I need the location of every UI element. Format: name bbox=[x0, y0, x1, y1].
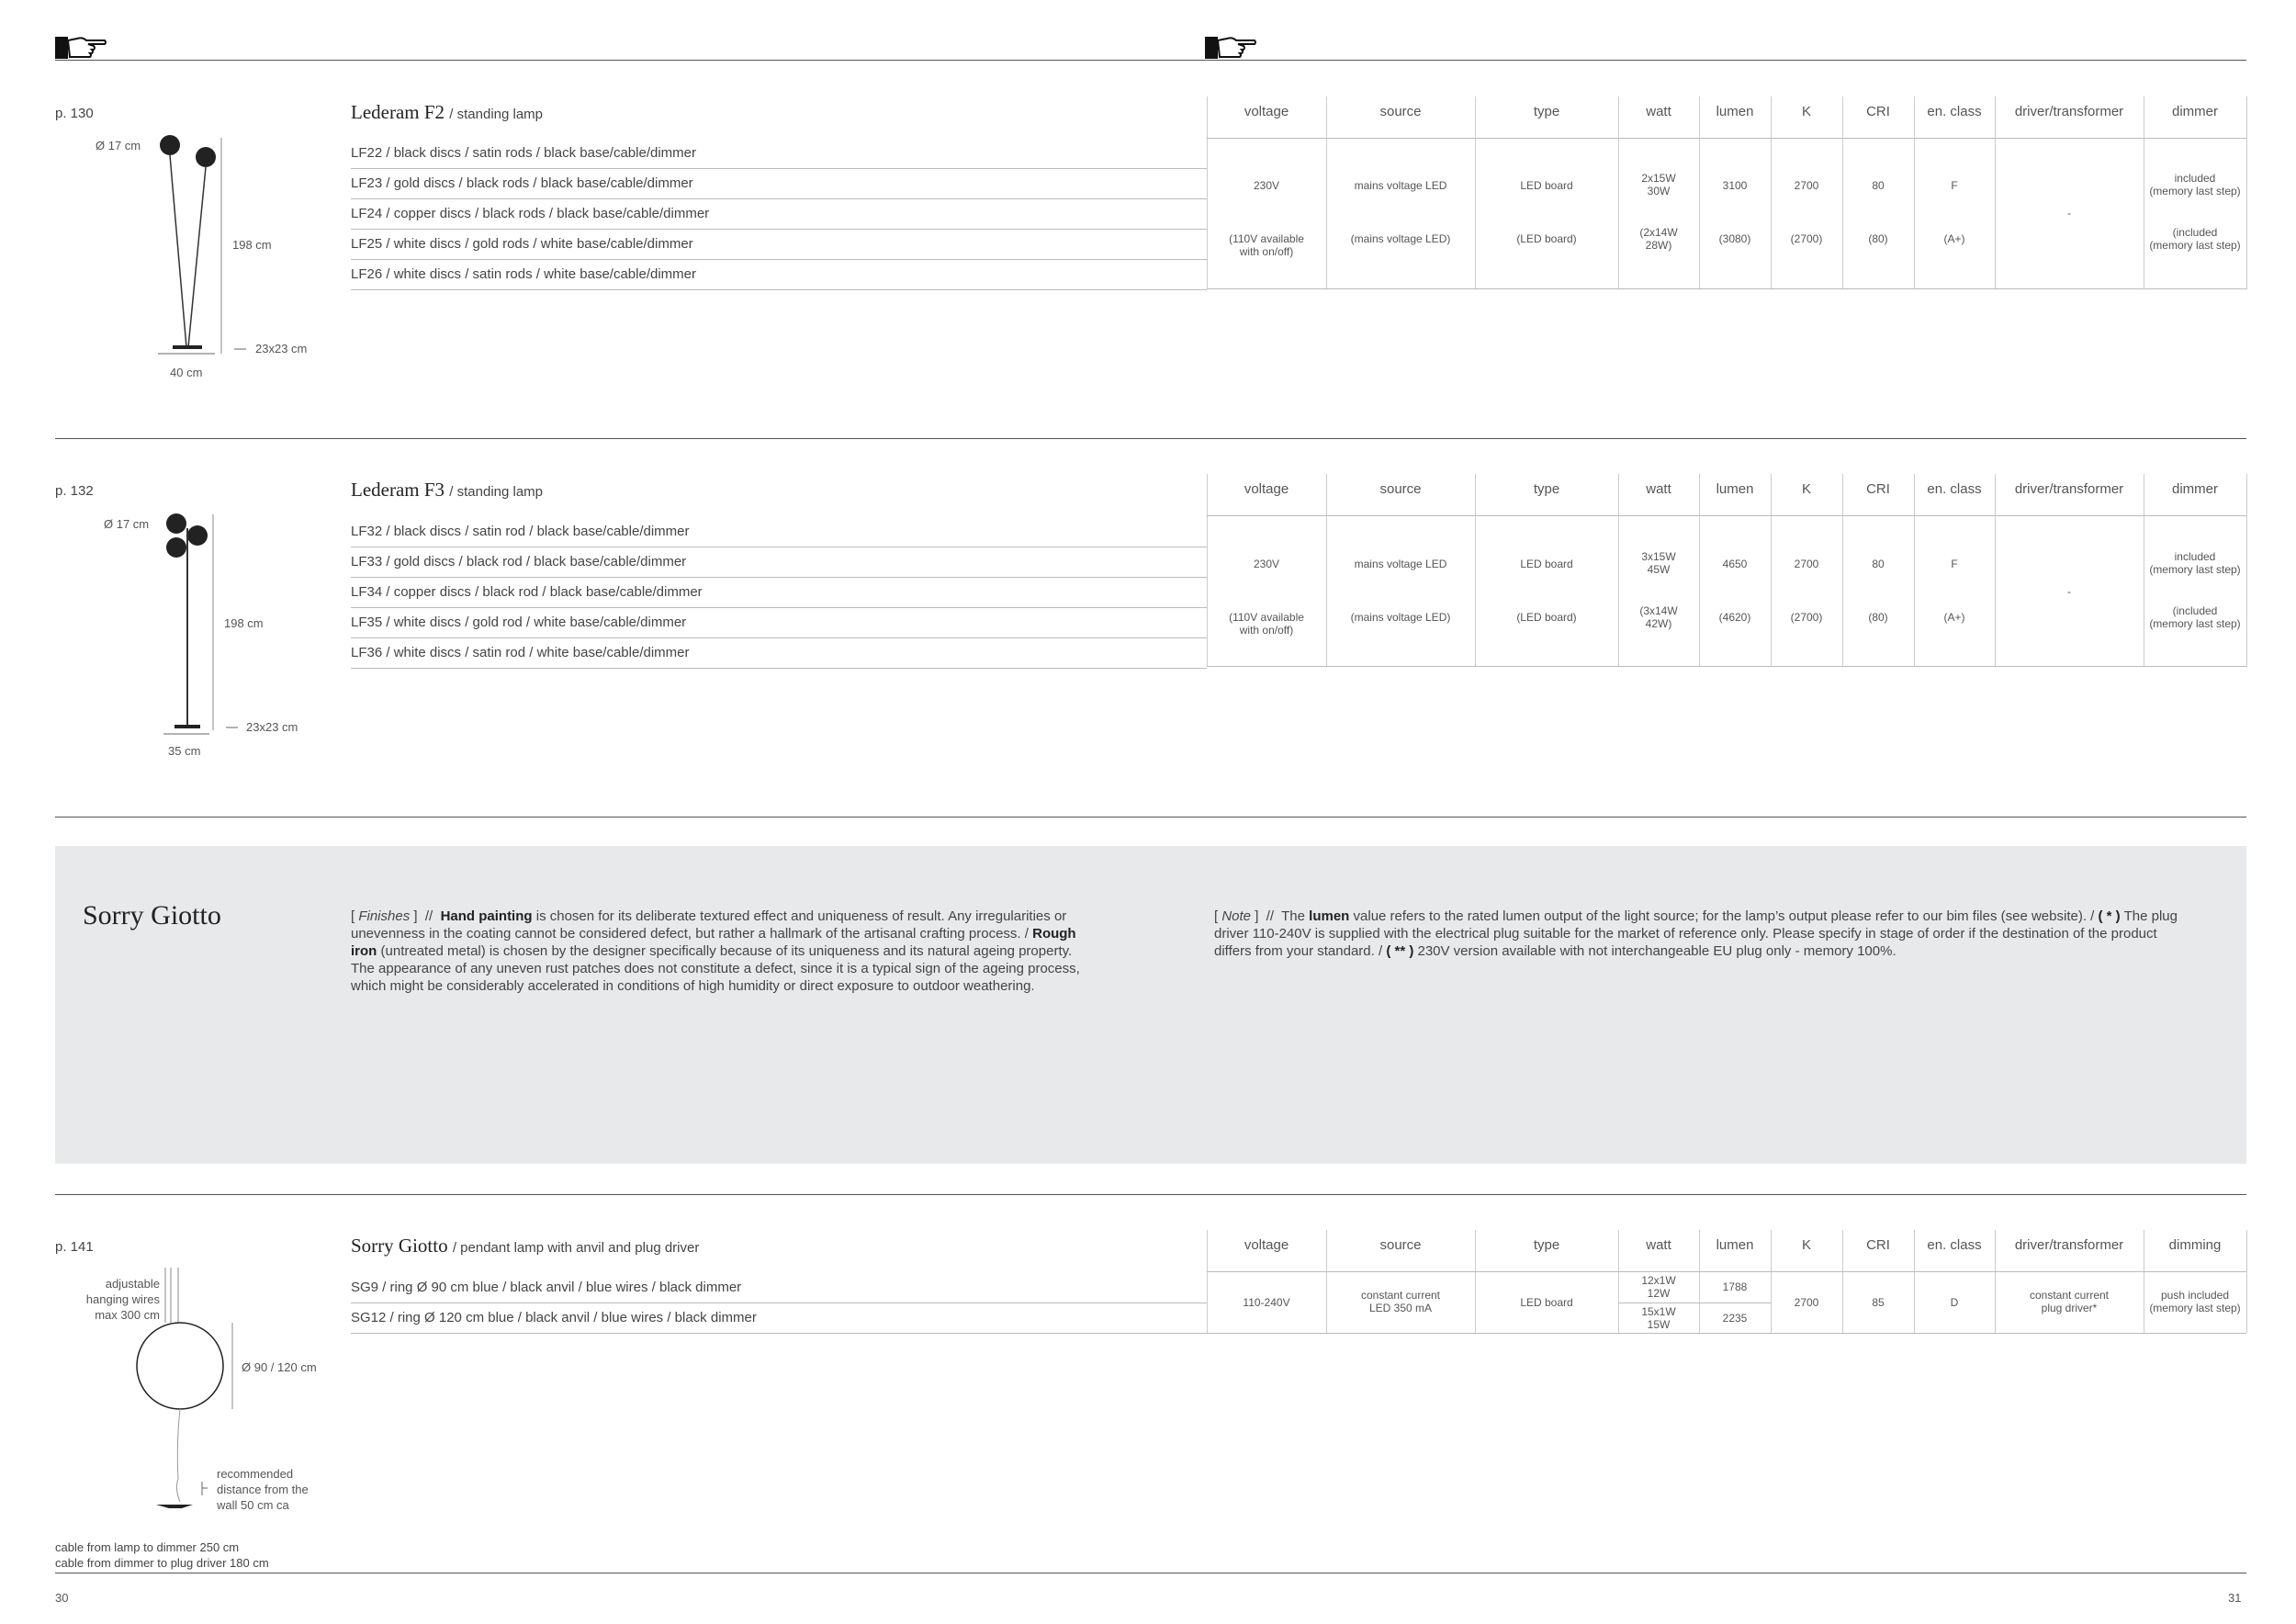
cell: (A+) bbox=[1943, 611, 1965, 624]
section-divider bbox=[55, 438, 2246, 439]
cell: (mains voltage LED) bbox=[1350, 611, 1451, 624]
cell: 15x1W 15W bbox=[1641, 1305, 1676, 1331]
product-title: Lederam F2 / standing lamp bbox=[351, 101, 544, 123]
notes-panel bbox=[55, 846, 2246, 1164]
cell: 80 bbox=[1872, 179, 1885, 192]
cell: (80) bbox=[1868, 232, 1888, 245]
cell: (3x14W 42W) bbox=[1639, 604, 1678, 630]
page-number-right: 31 bbox=[2228, 1591, 2242, 1605]
cell: 85 bbox=[1872, 1296, 1885, 1309]
pointing-hand-icon bbox=[1205, 33, 1256, 61]
lamp-ring bbox=[137, 1323, 223, 1409]
cell: (80) bbox=[1868, 611, 1888, 624]
cell: (110V available with on/off) bbox=[1229, 232, 1304, 258]
variant-row: LF23 / gold discs / black rods / black base/cable/dimmer bbox=[351, 169, 1207, 199]
product-title: Sorry Giotto / pendant lamp with anvil and plug driver bbox=[351, 1235, 700, 1257]
column-header: dimming bbox=[2168, 1237, 2222, 1253]
column-header: lumen bbox=[1716, 1237, 1754, 1253]
cell: 2x15W 30W bbox=[1641, 172, 1676, 197]
variant-row: SG9 / ring Ø 90 cm blue / black anvil / blue wires / black dimmer bbox=[351, 1273, 1207, 1303]
base-label: 23x23 cm bbox=[255, 342, 308, 355]
cell: (2700) bbox=[1790, 611, 1823, 624]
column-header: source bbox=[1379, 1237, 1422, 1253]
cell: constant current plug driver* bbox=[2029, 1289, 2110, 1314]
cable-caption: cable from lamp to dimmer 250 cm bbox=[55, 1540, 240, 1554]
cable-caption: cable from dimmer to plug driver 180 cm bbox=[55, 1556, 269, 1570]
page-reference: p. 130 bbox=[55, 106, 94, 121]
cell: F bbox=[1951, 179, 1958, 192]
wall-distance-label: recommended bbox=[217, 1467, 294, 1481]
width-label: 35 cm bbox=[168, 744, 201, 758]
product-title: Lederam F3 / standing lamp bbox=[351, 479, 544, 501]
height-label: 198 cm bbox=[224, 616, 264, 630]
diameter-label: Ø 17 cm bbox=[104, 517, 150, 531]
cell: 2700 bbox=[1794, 1296, 1819, 1309]
column-header: en. class bbox=[1927, 1237, 1982, 1253]
cell: 1788 bbox=[1722, 1280, 1748, 1293]
wires-label: hanging wires bbox=[85, 1292, 160, 1306]
cell: (included (memory last step) bbox=[2149, 226, 2241, 252]
finishes-note: [ Finishes ] // Hand painting is chosen for its deliberate textured effect and uniqueness of result. Any irregularities or unevenness in the coating cannot be considered defect, but rather a hallmark of the artisanal crafting process. / Rough iron (untreated metal) is chosen by the designer specifically because of its uniqueness and its natural ageing property. The appearance of any uneven rust patches does not constitute a defect, since it is a typical sign of the ageing process, which might be considerably accelerated in conditions of high humidity or direct exposure to outdoor weathering. bbox=[351, 908, 1080, 994]
section-divider bbox=[55, 1194, 2246, 1195]
cell: - bbox=[2067, 585, 2071, 598]
cell: mains voltage LED bbox=[1354, 558, 1447, 570]
lamp-disc bbox=[160, 135, 180, 155]
variant-row: LF35 / white discs / gold rod / white base/cable/dimmer bbox=[351, 608, 1207, 638]
cell: 110-240V bbox=[1243, 1296, 1290, 1309]
wires-label: adjustable bbox=[105, 1277, 160, 1291]
cell: (110V available with on/off) bbox=[1229, 611, 1304, 637]
diameter-label: Ø 17 cm bbox=[96, 139, 141, 152]
column-header: watt bbox=[1646, 1237, 1671, 1253]
column-header: source bbox=[1379, 104, 1422, 119]
lamp-disc bbox=[166, 513, 186, 534]
lumen-note: [ Note ] // The lumen value refers to the rated lumen output of the light source; for the lamp’s output please refer to our bim files (see website). / ( * ) The plug driver 110-240V is supplied with the electrical plug suitable for the market of reference only. Please specify in stage of order if the destination of the product differs from your standard. / ( ** ) 230V version available with not interchangeable EU plug only - memory 100%. bbox=[1214, 908, 2178, 959]
cell: F bbox=[1951, 558, 1958, 570]
cell: 230V bbox=[1253, 558, 1280, 570]
column-header: watt bbox=[1646, 481, 1671, 497]
column-header: driver/transformer bbox=[2014, 481, 2124, 497]
column-header: type bbox=[1533, 104, 1560, 119]
wall-distance-label: distance from the bbox=[217, 1483, 309, 1496]
cell: 2700 bbox=[1794, 558, 1819, 570]
column-header: driver/transformer bbox=[2014, 1237, 2124, 1253]
cell: (2700) bbox=[1790, 232, 1823, 245]
column-header: type bbox=[1533, 481, 1560, 497]
cell: (included (memory last step) bbox=[2149, 604, 2241, 630]
cell: 4650 bbox=[1722, 558, 1748, 570]
column-header: K bbox=[1801, 104, 1811, 119]
cell: push included (memory last step) bbox=[2149, 1289, 2241, 1314]
cell: constant current LED 350 mA bbox=[1360, 1289, 1441, 1314]
cell: (A+) bbox=[1943, 232, 1965, 245]
variant-row: SG12 / ring Ø 120 cm blue / black anvil / blue wires / black dimmer bbox=[351, 1303, 1207, 1334]
base-label: 23x23 cm bbox=[246, 720, 298, 734]
page-reference: p. 141 bbox=[55, 1239, 94, 1255]
column-header: K bbox=[1801, 1237, 1811, 1253]
notes-title: Sorry Giotto bbox=[83, 900, 221, 930]
cell: (4620) bbox=[1718, 611, 1751, 624]
column-header: CRI bbox=[1866, 481, 1890, 497]
column-header: en. class bbox=[1927, 481, 1982, 497]
variant-row: LF36 / white discs / satin rod / white base/cable/dimmer bbox=[351, 638, 1207, 669]
variant-row: LF33 / gold discs / black rod / black base/cable/dimmer bbox=[351, 547, 1207, 578]
column-header: source bbox=[1379, 481, 1422, 497]
cell: included (memory last step) bbox=[2149, 172, 2241, 197]
cell: (LED board) bbox=[1516, 611, 1577, 624]
header-rule bbox=[55, 60, 2246, 61]
wires-label: max 300 cm bbox=[95, 1308, 160, 1322]
column-header: voltage bbox=[1244, 1237, 1289, 1253]
column-header: en. class bbox=[1927, 104, 1982, 119]
lamp-disc bbox=[166, 537, 186, 558]
lamp-disc bbox=[187, 525, 208, 546]
pointing-hand-icon bbox=[55, 33, 107, 61]
cell: 2235 bbox=[1722, 1312, 1748, 1325]
column-header: lumen bbox=[1716, 481, 1754, 497]
cell: (2x14W 28W) bbox=[1639, 226, 1678, 252]
cell: 2700 bbox=[1794, 179, 1819, 192]
variant-row: LF24 / copper discs / black rods / black base/cable/dimmer bbox=[351, 199, 1207, 230]
ring-size-label: Ø 90 / 120 cm bbox=[242, 1360, 317, 1374]
cell: - bbox=[2067, 207, 2071, 220]
cell: LED board bbox=[1520, 558, 1573, 570]
cell: 80 bbox=[1872, 558, 1885, 570]
column-header: K bbox=[1801, 481, 1811, 497]
cell: 3x15W 45W bbox=[1641, 550, 1676, 576]
cell: mains voltage LED bbox=[1354, 179, 1447, 192]
cell: LED board bbox=[1520, 179, 1573, 192]
cell: 3100 bbox=[1722, 179, 1748, 192]
variant-row: LF34 / copper discs / black rod / black base/cable/dimmer bbox=[351, 578, 1207, 608]
column-header: voltage bbox=[1244, 481, 1289, 497]
height-label: 198 cm bbox=[232, 238, 272, 252]
variant-row: LF32 / black discs / satin rod / black base/cable/dimmer bbox=[351, 517, 1207, 547]
column-header: dimmer bbox=[2171, 481, 2218, 497]
column-header: voltage bbox=[1244, 104, 1289, 119]
page-reference: p. 132 bbox=[55, 483, 94, 499]
cell: 230V bbox=[1253, 179, 1280, 192]
column-header: CRI bbox=[1866, 1237, 1890, 1253]
column-header: type bbox=[1533, 1237, 1560, 1253]
variant-row: LF22 / black discs / satin rods / black base/cable/dimmer bbox=[351, 139, 1207, 169]
column-header: CRI bbox=[1866, 104, 1890, 119]
variant-row: LF26 / white discs / satin rods / white base/cable/dimmer bbox=[351, 260, 1207, 290]
variant-row: LF25 / white discs / gold rods / white base/cable/dimmer bbox=[351, 230, 1207, 260]
column-header: driver/transformer bbox=[2014, 104, 2124, 119]
width-label: 40 cm bbox=[170, 366, 203, 379]
cell: included (memory last step) bbox=[2149, 550, 2241, 576]
column-header: watt bbox=[1646, 104, 1671, 119]
cell: D bbox=[1950, 1296, 1959, 1309]
column-header: dimmer bbox=[2171, 104, 2218, 119]
cell: (LED board) bbox=[1516, 232, 1577, 245]
cell: (mains voltage LED) bbox=[1350, 232, 1451, 245]
cell: 12x1W 12W bbox=[1641, 1274, 1676, 1300]
cell: (3080) bbox=[1718, 232, 1751, 245]
wall-distance-label: wall 50 cm ca bbox=[217, 1498, 289, 1512]
cell: LED board bbox=[1520, 1296, 1573, 1309]
lamp-disc bbox=[196, 147, 216, 167]
section-divider bbox=[55, 817, 2246, 818]
page-number-left: 30 bbox=[55, 1591, 69, 1605]
column-header: lumen bbox=[1716, 104, 1754, 119]
